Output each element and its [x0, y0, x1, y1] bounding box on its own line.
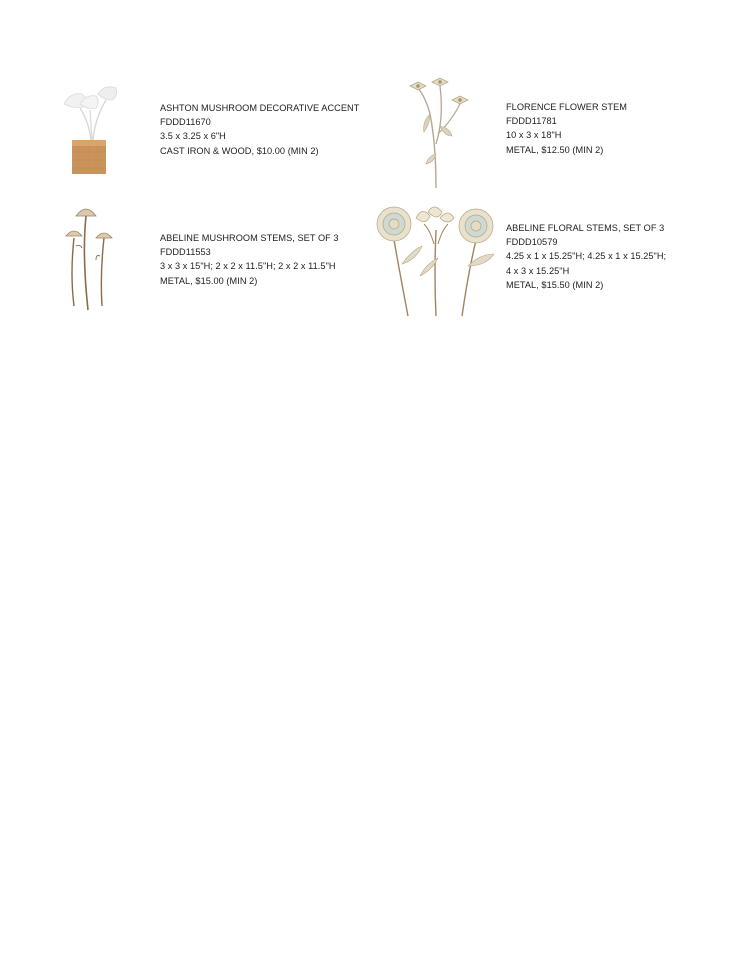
- product-dimensions-line-2: 4 x 3 x 15.25"H: [506, 265, 570, 276]
- product-name: ASHTON MUSHROOM DECORATIVE ACCENT: [160, 103, 360, 113]
- product-sku: FDDD10579: [506, 237, 558, 248]
- product-name: ABELINE MUSHROOM STEMS, SET OF 3: [160, 233, 339, 243]
- product-dimensions: 3.5 x 3.25 x 6"H: [160, 131, 226, 142]
- product-sku: FDDD11781: [506, 116, 557, 127]
- flower-stem-image: [400, 74, 476, 190]
- product-name: FLORENCE FLOWER STEM: [506, 102, 627, 112]
- product-dimensions: 3 x 3 x 15"H; 2 x 2 x 11.5"H; 2 x 2 x 11.5"H: [160, 261, 336, 272]
- product-sku: FDDD11553: [160, 247, 211, 258]
- product-material-price: METAL, $15.00 (MIN 2): [160, 275, 258, 286]
- product-name: ABELINE FLORAL STEMS, SET OF 3: [506, 223, 665, 233]
- product-material-price: CAST IRON & WOOD, $10.00 (MIN 2): [160, 145, 319, 156]
- mushroom-stems-image: [62, 204, 118, 314]
- product-material-price: METAL, $12.50 (MIN 2): [506, 144, 604, 155]
- product-dimensions: 10 x 3 x 18"H: [506, 130, 562, 141]
- floral-stems-image: [372, 204, 498, 318]
- product-dimensions: 4.25 x 1 x 15.25"H; 4.25 x 1 x 15.25"H;: [506, 251, 667, 262]
- product-sku: FDDD11670: [160, 117, 211, 128]
- product-material-price: METAL, $15.50 (MIN 2): [506, 279, 604, 290]
- mushroom-accent-image: [58, 82, 122, 178]
